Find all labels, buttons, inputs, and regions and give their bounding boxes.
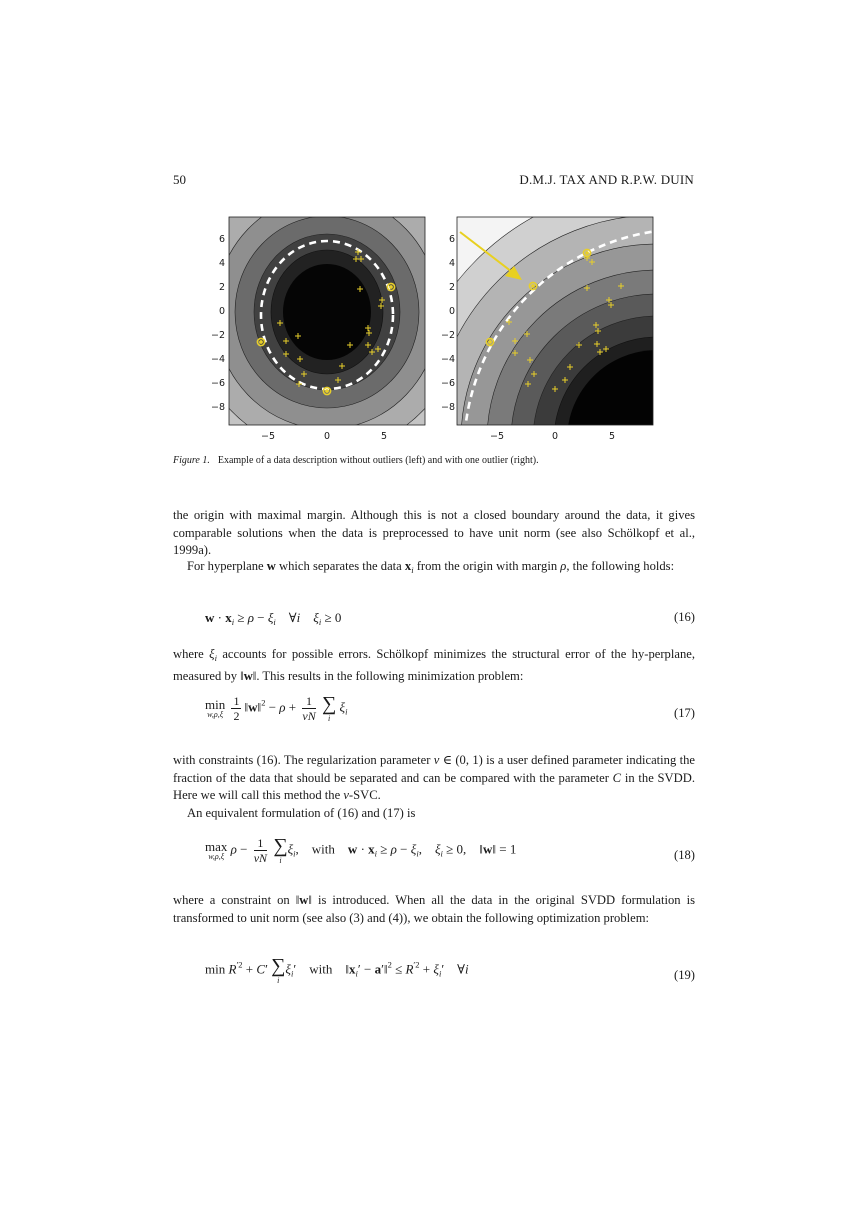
y-tick-label: −8 [440, 402, 455, 413]
paragraph: An equivalent formulation of (16) and (17) is [187, 806, 416, 820]
equation-18: max w,ρ,ξ ρ − $\frac{1}{\nu N}$ ∑ i $\xi_i$, with $w \cdot x_i \ge \rho - \xi_i$, $\xi_i \ge 0$, ‖w‖ = 1 (18) [205, 835, 695, 865]
x-tick-label: −5 [489, 431, 505, 442]
right-contour-plot [440, 210, 660, 445]
x-tick-label: 5 [380, 431, 388, 442]
equation-16: $w \cdot x_i \ge \rho - \xi_i$ ∀i $\xi_i \ge 0$ (16) [205, 610, 695, 627]
y-tick-label: 2 [218, 282, 225, 293]
paragraph: where a constraint on ‖w‖ is introduced. When all the data in the original SVDD formulation is transformed to unit norm (see also (3) and (4)), we obtain the following optimization problem: [173, 893, 696, 925]
y-tick-label: −6 [210, 378, 225, 389]
y-tick-label: −2 [210, 330, 225, 341]
equation-number: (17) [674, 706, 695, 720]
y-tick-label: 4 [218, 258, 225, 269]
page-number: 50 [173, 172, 186, 187]
caption-text: Example of a data description without outliers (left) and with one outlier (right). [217, 455, 539, 466]
x-tick-label: 5 [608, 431, 616, 442]
paragraph: the origin with maximal margin. Although this is not a closed boundary around the data, it gives comparable solutions when the data is preprocessed to have unit norm (see also Schölkopf et al., 1999a). [173, 508, 695, 558]
equation-number: (18) [674, 848, 695, 862]
y-tick-label: −8 [210, 402, 225, 413]
equation-19: $\min R^{'2} + C'$ ∑ i $\xi_i'$ with $‖x_i'$ − a′‖$^2$ ≤ $R^{'2} + \xi_i'$ ∀i (19) [205, 955, 695, 985]
y-tick-label: 2 [448, 282, 455, 293]
x-tick-label: 0 [551, 431, 559, 442]
paragraph: with constraints (16). The regularization parameter ν ∈ (0, 1) is a user defined parameter indicating the fraction of the data that should be separated and can be compared with the parameter C in the SVDD. Here we will call this method the ν-SVC. [173, 753, 696, 803]
paragraph: For hyperplane w which separates the data $x_i$ from the origin with margin ρ, the following holds: [187, 559, 675, 575]
figure-caption [173, 455, 539, 466]
paragraph: where $\xi_i$ accounts for possible errors. Schölkopf minimizes the structural error of the hy-perplane, measured by ‖w‖. This results in the following minimization problem: [173, 647, 695, 683]
equation-number: (16) [674, 610, 695, 624]
running-title: D.M.J. TAX AND R.P.W. DUIN [519, 172, 694, 187]
left-contour-plot [195, 210, 435, 445]
y-tick-label: −2 [440, 330, 455, 341]
y-tick-label: 6 [218, 234, 225, 245]
equation-17: min w,ρ,ξ $\frac{1}{2}$ ‖w‖$^2$ − ρ + $\frac{1}{\nu N}$ ∑ i $\xi_i$ (17) [205, 693, 695, 723]
y-tick-label: 6 [448, 234, 455, 245]
y-tick-label: 0 [448, 306, 455, 317]
x-tick-label: −5 [260, 431, 276, 442]
y-tick-label: −4 [210, 354, 225, 365]
y-tick-label: −6 [440, 378, 455, 389]
y-tick-label: −4 [440, 354, 455, 365]
equation-number: (19) [674, 968, 695, 982]
x-tick-label: 0 [323, 431, 331, 442]
y-tick-label: 0 [218, 306, 225, 317]
y-tick-label: 4 [448, 258, 455, 269]
caption-label: Figure 1. [173, 455, 210, 466]
